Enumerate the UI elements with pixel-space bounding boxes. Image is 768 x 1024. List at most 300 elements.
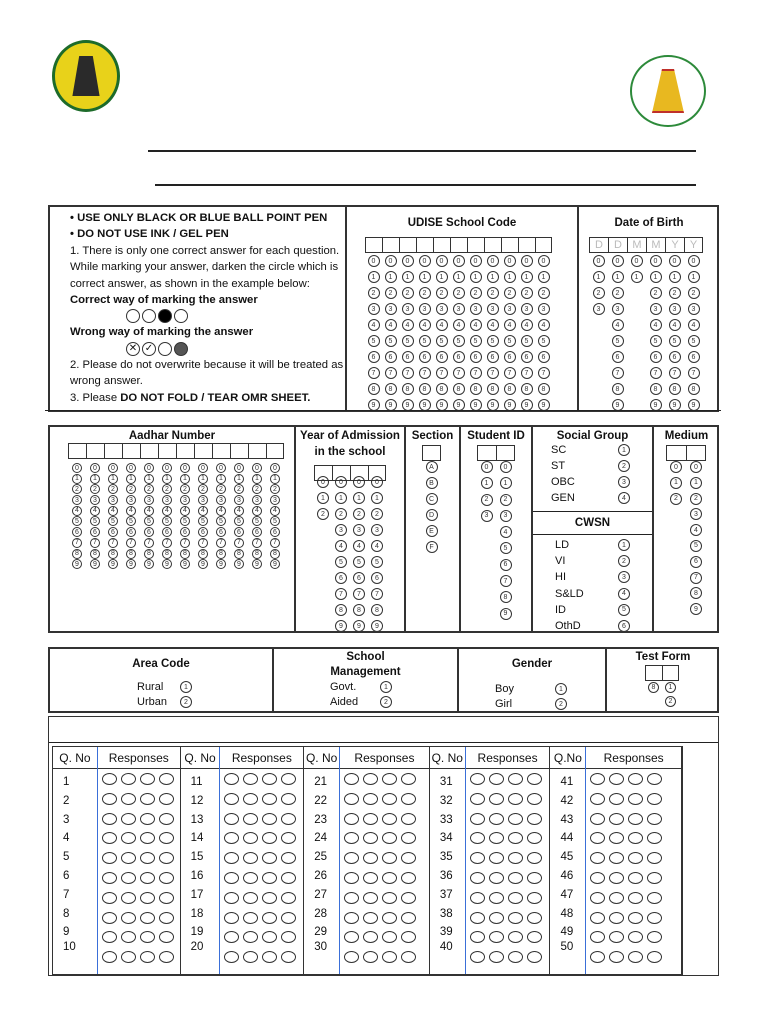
response-bubble[interactable] — [344, 931, 359, 943]
response-bubble[interactable] — [609, 852, 624, 864]
response-bubble[interactable] — [102, 912, 117, 924]
response-bubble[interactable] — [382, 852, 397, 864]
dob-bubble-7[interactable]: 7 — [688, 367, 700, 379]
udise-bubble-9[interactable]: 9 — [504, 399, 516, 411]
udise-bubble-3[interactable]: 3 — [419, 303, 431, 315]
response-bubble[interactable] — [508, 912, 523, 924]
dob-bubble-7[interactable]: 7 — [669, 367, 681, 379]
response-bubble[interactable] — [363, 852, 378, 864]
udise-bubble-0[interactable]: 0 — [487, 255, 499, 267]
response-bubble[interactable] — [102, 931, 117, 943]
aadhar-bubble-8[interactable]: 8 — [216, 549, 226, 559]
response-bubble[interactable] — [159, 773, 174, 785]
aadhar-bubble-1[interactable]: 1 — [234, 474, 244, 484]
aadhar-bubble-9[interactable]: 9 — [72, 559, 82, 569]
aadhar-bubble-5[interactable]: 5 — [270, 516, 280, 526]
response-bubble[interactable] — [590, 813, 605, 825]
response-bubble[interactable] — [159, 951, 174, 963]
year-bubble-5[interactable]: 5 — [371, 556, 383, 568]
response-bubble[interactable] — [489, 931, 504, 943]
response-bubble[interactable] — [647, 892, 662, 904]
year-bubble-5[interactable]: 5 — [353, 556, 365, 568]
udise-bubble-0[interactable]: 0 — [385, 255, 397, 267]
udise-bubble-4[interactable]: 4 — [470, 319, 482, 331]
area_code-option[interactable] — [137, 681, 192, 693]
aadhar-bubble-1[interactable]: 1 — [270, 474, 280, 484]
response-bubble[interactable] — [121, 931, 136, 943]
response-bubble[interactable] — [140, 951, 155, 963]
aadhar-entry-box[interactable] — [68, 443, 86, 459]
aadhar-bubble-7[interactable]: 7 — [216, 538, 226, 548]
response-bubble[interactable] — [243, 931, 258, 943]
response-bubble[interactable] — [102, 813, 117, 825]
student_id-bubble-5[interactable]: 5 — [500, 542, 512, 554]
udise-bubble-1[interactable]: 1 — [419, 271, 431, 283]
response-bubble[interactable] — [628, 912, 643, 924]
response-bubble[interactable] — [344, 951, 359, 963]
udise-bubble-7[interactable]: 7 — [453, 367, 465, 379]
response-bubble[interactable] — [140, 892, 155, 904]
udise-bubble-3[interactable]: 3 — [368, 303, 380, 315]
aadhar-bubble-6[interactable]: 6 — [234, 527, 244, 537]
student_id-bubble-9[interactable]: 9 — [500, 608, 512, 620]
aadhar-bubble-3[interactable]: 3 — [252, 495, 262, 505]
udise-bubble-8[interactable]: 8 — [436, 383, 448, 395]
dob-bubble-3[interactable]: 3 — [650, 303, 662, 315]
response-bubble[interactable] — [489, 773, 504, 785]
medium-bubble-7[interactable]: 7 — [690, 572, 702, 584]
aadhar-bubble-8[interactable]: 8 — [198, 549, 208, 559]
year-bubble-4[interactable]: 4 — [353, 540, 365, 552]
aadhar-bubble-8[interactable]: 8 — [90, 549, 100, 559]
udise-bubble-1[interactable]: 1 — [402, 271, 414, 283]
response-bubble[interactable] — [401, 892, 416, 904]
response-bubble[interactable] — [508, 832, 523, 844]
response-bubble[interactable] — [470, 773, 485, 785]
medium-bubble-0[interactable]: 0 — [670, 461, 682, 473]
response-bubble[interactable] — [243, 852, 258, 864]
dob-bubble-8[interactable]: 8 — [669, 383, 681, 395]
aadhar-bubble-4[interactable]: 4 — [144, 506, 154, 516]
aadhar-bubble-8[interactable]: 8 — [162, 549, 172, 559]
aadhar-bubble-1[interactable]: 1 — [126, 474, 136, 484]
aadhar-entry-box[interactable] — [86, 443, 104, 459]
aadhar-bubble-2[interactable]: 2 — [72, 484, 82, 494]
response-bubble[interactable] — [102, 832, 117, 844]
response-bubble[interactable] — [609, 912, 624, 924]
student_id-bubble-6[interactable]: 6 — [500, 559, 512, 571]
udise-bubble-8[interactable]: 8 — [521, 383, 533, 395]
response-bubble[interactable] — [140, 832, 155, 844]
aadhar-entry-box[interactable] — [104, 443, 122, 459]
aadhar-bubble-8[interactable]: 8 — [72, 549, 82, 559]
aadhar-bubble-1[interactable]: 1 — [252, 474, 262, 484]
response-bubble[interactable] — [508, 852, 523, 864]
udise-bubble-3[interactable]: 3 — [470, 303, 482, 315]
response-bubble[interactable] — [401, 773, 416, 785]
udise-bubble-7[interactable]: 7 — [385, 367, 397, 379]
aadhar-bubble-3[interactable]: 3 — [234, 495, 244, 505]
year-bubble-2[interactable]: 2 — [317, 508, 329, 520]
response-bubble[interactable] — [363, 931, 378, 943]
udise-bubble-1[interactable]: 1 — [504, 271, 516, 283]
aadhar-bubble-9[interactable]: 9 — [126, 559, 136, 569]
udise-entry-box[interactable] — [450, 237, 467, 253]
aadhar-bubble-2[interactable]: 2 — [180, 484, 190, 494]
response-bubble[interactable] — [363, 912, 378, 924]
udise-bubble-4[interactable]: 4 — [385, 319, 397, 331]
response-bubble[interactable] — [382, 892, 397, 904]
aadhar-bubble-4[interactable]: 4 — [180, 506, 190, 516]
response-bubble[interactable] — [281, 872, 296, 884]
aadhar-bubble-6[interactable]: 6 — [198, 527, 208, 537]
aadhar-bubble-3[interactable]: 3 — [180, 495, 190, 505]
dob-bubble-0[interactable]: 0 — [688, 255, 700, 267]
aadhar-bubble-1[interactable]: 1 — [180, 474, 190, 484]
aadhar-bubble-7[interactable]: 7 — [162, 538, 172, 548]
response-bubble[interactable] — [489, 912, 504, 924]
response-bubble[interactable] — [382, 832, 397, 844]
student_id-bubble-7[interactable]: 7 — [500, 575, 512, 587]
cwsn-option-bubble[interactable]: 5 — [618, 604, 630, 616]
udise-bubble-9[interactable]: 9 — [419, 399, 431, 411]
response-bubble[interactable] — [281, 832, 296, 844]
udise-bubble-7[interactable]: 7 — [538, 367, 550, 379]
response-bubble[interactable] — [382, 872, 397, 884]
aadhar-entry-box[interactable] — [230, 443, 248, 459]
response-bubble[interactable] — [382, 793, 397, 805]
response-bubble[interactable] — [243, 912, 258, 924]
section-bubble-E[interactable]: E — [426, 525, 438, 537]
year-bubble-3[interactable]: 3 — [335, 524, 347, 536]
medium-bubble-9[interactable]: 9 — [690, 603, 702, 615]
response-bubble[interactable] — [121, 852, 136, 864]
response-bubble[interactable] — [527, 931, 542, 943]
cwsn-option-bubble[interactable]: 4 — [618, 588, 630, 600]
social_group-option-bubble[interactable]: 3 — [618, 476, 630, 488]
udise-bubble-9[interactable]: 9 — [470, 399, 482, 411]
udise-bubble-5[interactable]: 5 — [402, 335, 414, 347]
response-bubble[interactable] — [281, 912, 296, 924]
year-bubble-1[interactable]: 1 — [335, 492, 347, 504]
udise-entry-box[interactable] — [416, 237, 433, 253]
aadhar-bubble-2[interactable]: 2 — [90, 484, 100, 494]
dob-bubble-9[interactable]: 9 — [650, 399, 662, 411]
response-bubble[interactable] — [224, 892, 239, 904]
aadhar-bubble-8[interactable]: 8 — [252, 549, 262, 559]
year-bubble-7[interactable]: 7 — [353, 588, 365, 600]
udise-bubble-5[interactable]: 5 — [504, 335, 516, 347]
aadhar-bubble-3[interactable]: 3 — [144, 495, 154, 505]
aadhar-bubble-3[interactable]: 3 — [126, 495, 136, 505]
udise-bubble-6[interactable]: 6 — [436, 351, 448, 363]
response-bubble[interactable] — [224, 951, 239, 963]
aadhar-bubble-2[interactable]: 2 — [252, 484, 262, 494]
response-bubble[interactable] — [527, 951, 542, 963]
response-bubble[interactable] — [382, 951, 397, 963]
udise-bubble-8[interactable]: 8 — [419, 383, 431, 395]
student_id-entry-box[interactable] — [496, 445, 515, 461]
aadhar-bubble-8[interactable]: 8 — [270, 549, 280, 559]
udise-bubble-8[interactable]: 8 — [504, 383, 516, 395]
student_id-bubble-4[interactable]: 4 — [500, 526, 512, 538]
aadhar-bubble-5[interactable]: 5 — [162, 516, 172, 526]
student_id-entry-box[interactable] — [477, 445, 496, 461]
area_code-option-bubble[interactable]: 1 — [180, 681, 192, 693]
response-bubble[interactable] — [159, 793, 174, 805]
response-bubble[interactable] — [121, 832, 136, 844]
response-bubble[interactable] — [489, 951, 504, 963]
udise-bubble-9[interactable]: 9 — [521, 399, 533, 411]
response-bubble[interactable] — [243, 813, 258, 825]
response-bubble[interactable] — [262, 912, 277, 924]
aadhar-bubble-0[interactable]: 0 — [72, 463, 82, 473]
response-bubble[interactable] — [508, 892, 523, 904]
aadhar-bubble-3[interactable]: 3 — [270, 495, 280, 505]
response-bubble[interactable] — [262, 931, 277, 943]
response-bubble[interactable] — [609, 872, 624, 884]
aadhar-bubble-3[interactable]: 3 — [162, 495, 172, 505]
udise-bubble-1[interactable]: 1 — [368, 271, 380, 283]
dob-bubble-4[interactable]: 4 — [612, 319, 624, 331]
udise-bubble-3[interactable]: 3 — [504, 303, 516, 315]
aadhar-bubble-1[interactable]: 1 — [198, 474, 208, 484]
response-bubble[interactable] — [508, 951, 523, 963]
udise-bubble-0[interactable]: 0 — [538, 255, 550, 267]
response-bubble[interactable] — [344, 852, 359, 864]
aadhar-bubble-0[interactable]: 0 — [144, 463, 154, 473]
aadhar-bubble-0[interactable]: 0 — [126, 463, 136, 473]
aadhar-entry-box[interactable] — [248, 443, 266, 459]
medium-bubble-6[interactable]: 6 — [690, 556, 702, 568]
aadhar-bubble-0[interactable]: 0 — [234, 463, 244, 473]
response-bubble[interactable] — [243, 832, 258, 844]
udise-entry-box[interactable] — [382, 237, 399, 253]
response-bubble[interactable] — [590, 872, 605, 884]
dob-bubble-3[interactable]: 3 — [593, 303, 605, 315]
aadhar-bubble-4[interactable]: 4 — [198, 506, 208, 516]
school_management-option[interactable] — [330, 681, 392, 693]
aadhar-bubble-8[interactable]: 8 — [108, 549, 118, 559]
udise-bubble-0[interactable]: 0 — [368, 255, 380, 267]
response-bubble[interactable] — [102, 793, 117, 805]
medium-bubble-1[interactable]: 1 — [690, 477, 702, 489]
udise-bubble-1[interactable]: 1 — [385, 271, 397, 283]
aadhar-bubble-9[interactable]: 9 — [252, 559, 262, 569]
dob-bubble-0[interactable]: 0 — [650, 255, 662, 267]
aadhar-bubble-4[interactable]: 4 — [108, 506, 118, 516]
udise-bubble-8[interactable]: 8 — [385, 383, 397, 395]
response-bubble[interactable] — [140, 852, 155, 864]
response-bubble[interactable] — [243, 793, 258, 805]
year-bubble-0[interactable]: 0 — [371, 476, 383, 488]
dob-bubble-1[interactable]: 1 — [631, 271, 643, 283]
response-bubble[interactable] — [401, 852, 416, 864]
response-bubble[interactable] — [121, 951, 136, 963]
aadhar-bubble-9[interactable]: 9 — [108, 559, 118, 569]
udise-bubble-0[interactable]: 0 — [504, 255, 516, 267]
aadhar-entry-box[interactable] — [266, 443, 284, 459]
year-bubble-1[interactable]: 1 — [371, 492, 383, 504]
udise-bubble-5[interactable]: 5 — [470, 335, 482, 347]
response-bubble[interactable] — [470, 793, 485, 805]
response-bubble[interactable] — [508, 773, 523, 785]
aadhar-bubble-5[interactable]: 5 — [72, 516, 82, 526]
response-bubble[interactable] — [281, 773, 296, 785]
aadhar-bubble-4[interactable]: 4 — [90, 506, 100, 516]
dob-bubble-6[interactable]: 6 — [688, 351, 700, 363]
dob-bubble-3[interactable]: 3 — [612, 303, 624, 315]
aadhar-bubble-2[interactable]: 2 — [270, 484, 280, 494]
dob-entry-box[interactable]: M — [646, 237, 665, 253]
udise-bubble-7[interactable]: 7 — [504, 367, 516, 379]
aadhar-bubble-7[interactable]: 7 — [144, 538, 154, 548]
udise-bubble-2[interactable]: 2 — [385, 287, 397, 299]
response-bubble[interactable] — [262, 773, 277, 785]
response-bubble[interactable] — [224, 912, 239, 924]
aadhar-bubble-7[interactable]: 7 — [180, 538, 190, 548]
medium-entry-box[interactable] — [686, 445, 706, 461]
udise-bubble-9[interactable]: 9 — [402, 399, 414, 411]
aadhar-bubble-0[interactable]: 0 — [90, 463, 100, 473]
response-bubble[interactable] — [363, 872, 378, 884]
aadhar-bubble-3[interactable]: 3 — [90, 495, 100, 505]
aadhar-bubble-9[interactable]: 9 — [198, 559, 208, 569]
response-bubble[interactable] — [281, 892, 296, 904]
udise-bubble-9[interactable]: 9 — [453, 399, 465, 411]
response-bubble[interactable] — [281, 931, 296, 943]
response-bubble[interactable] — [382, 773, 397, 785]
gender-option-bubble[interactable]: 2 — [555, 698, 567, 710]
udise-bubble-5[interactable]: 5 — [521, 335, 533, 347]
aadhar-bubble-7[interactable]: 7 — [126, 538, 136, 548]
aadhar-bubble-6[interactable]: 6 — [270, 527, 280, 537]
dob-bubble-0[interactable]: 0 — [612, 255, 624, 267]
response-bubble[interactable] — [647, 872, 662, 884]
medium-bubble-8[interactable]: 8 — [690, 587, 702, 599]
udise-bubble-8[interactable]: 8 — [470, 383, 482, 395]
medium-bubble-2[interactable]: 2 — [690, 493, 702, 505]
year-bubble-3[interactable]: 3 — [371, 524, 383, 536]
udise-entry-box[interactable] — [467, 237, 484, 253]
dob-bubble-4[interactable]: 4 — [688, 319, 700, 331]
response-bubble[interactable] — [344, 832, 359, 844]
cwsn-option[interactable] — [555, 571, 630, 583]
response-bubble[interactable] — [647, 951, 662, 963]
response-bubble[interactable] — [102, 872, 117, 884]
dob-bubble-7[interactable]: 7 — [612, 367, 624, 379]
dob-bubble-3[interactable]: 3 — [688, 303, 700, 315]
social_group-option-bubble[interactable]: 2 — [618, 460, 630, 472]
social_group-option[interactable] — [551, 492, 630, 504]
dob-bubble-7[interactable]: 7 — [650, 367, 662, 379]
udise-bubble-6[interactable]: 6 — [453, 351, 465, 363]
response-bubble[interactable] — [344, 773, 359, 785]
aadhar-bubble-6[interactable]: 6 — [108, 527, 118, 537]
aadhar-bubble-9[interactable]: 9 — [216, 559, 226, 569]
udise-bubble-6[interactable]: 6 — [402, 351, 414, 363]
aadhar-bubble-5[interactable]: 5 — [90, 516, 100, 526]
response-bubble[interactable] — [159, 912, 174, 924]
response-bubble[interactable] — [243, 951, 258, 963]
udise-bubble-0[interactable]: 0 — [436, 255, 448, 267]
udise-bubble-7[interactable]: 7 — [368, 367, 380, 379]
response-bubble[interactable] — [527, 892, 542, 904]
section-bubble-A[interactable]: A — [426, 461, 438, 473]
udise-bubble-8[interactable]: 8 — [368, 383, 380, 395]
dob-bubble-5[interactable]: 5 — [688, 335, 700, 347]
dob-bubble-4[interactable]: 4 — [650, 319, 662, 331]
aadhar-bubble-2[interactable]: 2 — [162, 484, 172, 494]
test_form-bubble-8[interactable]: 8 — [648, 682, 659, 693]
response-bubble[interactable] — [140, 813, 155, 825]
aadhar-bubble-0[interactable]: 0 — [270, 463, 280, 473]
dob-bubble-5[interactable]: 5 — [650, 335, 662, 347]
udise-bubble-5[interactable]: 5 — [385, 335, 397, 347]
response-bubble[interactable] — [262, 852, 277, 864]
medium-bubble-1[interactable]: 1 — [670, 477, 682, 489]
aadhar-bubble-6[interactable]: 6 — [252, 527, 262, 537]
gender-option[interactable] — [495, 698, 567, 710]
dob-bubble-0[interactable]: 0 — [631, 255, 643, 267]
medium-bubble-0[interactable]: 0 — [690, 461, 702, 473]
response-bubble[interactable] — [140, 872, 155, 884]
response-bubble[interactable] — [647, 793, 662, 805]
cwsn-option[interactable] — [555, 588, 630, 600]
dob-bubble-8[interactable]: 8 — [612, 383, 624, 395]
aadhar-bubble-4[interactable]: 4 — [252, 506, 262, 516]
udise-bubble-3[interactable]: 3 — [453, 303, 465, 315]
aadhar-bubble-9[interactable]: 9 — [144, 559, 154, 569]
dob-bubble-2[interactable]: 2 — [612, 287, 624, 299]
response-bubble[interactable] — [363, 951, 378, 963]
year-bubble-2[interactable]: 2 — [335, 508, 347, 520]
udise-bubble-0[interactable]: 0 — [402, 255, 414, 267]
response-bubble[interactable] — [159, 892, 174, 904]
dob-bubble-6[interactable]: 6 — [650, 351, 662, 363]
aadhar-bubble-5[interactable]: 5 — [234, 516, 244, 526]
udise-bubble-4[interactable]: 4 — [453, 319, 465, 331]
cwsn-option-bubble[interactable]: 1 — [618, 539, 630, 551]
udise-bubble-2[interactable]: 2 — [436, 287, 448, 299]
response-bubble[interactable] — [121, 773, 136, 785]
cwsn-option[interactable] — [555, 539, 630, 551]
test_form-bubble-1[interactable]: 1 — [665, 682, 676, 693]
udise-entry-box[interactable] — [501, 237, 518, 253]
social_group-option[interactable] — [551, 460, 630, 472]
response-bubble[interactable] — [401, 832, 416, 844]
medium-bubble-5[interactable]: 5 — [690, 540, 702, 552]
student_id-bubble-8[interactable]: 8 — [500, 591, 512, 603]
response-bubble[interactable] — [508, 813, 523, 825]
cwsn-option-bubble[interactable]: 6 — [618, 620, 630, 632]
udise-bubble-7[interactable]: 7 — [487, 367, 499, 379]
dob-entry-box[interactable]: M — [627, 237, 646, 253]
response-bubble[interactable] — [628, 813, 643, 825]
response-bubble[interactable] — [262, 892, 277, 904]
response-bubble[interactable] — [590, 773, 605, 785]
gender-option-bubble[interactable]: 1 — [555, 683, 567, 695]
response-bubble[interactable] — [224, 872, 239, 884]
dob-bubble-4[interactable]: 4 — [669, 319, 681, 331]
response-bubble[interactable] — [281, 852, 296, 864]
year-bubble-9[interactable]: 9 — [353, 620, 365, 632]
udise-bubble-2[interactable]: 2 — [402, 287, 414, 299]
response-bubble[interactable] — [628, 931, 643, 943]
section-bubble-C[interactable]: C — [426, 493, 438, 505]
year-bubble-6[interactable]: 6 — [371, 572, 383, 584]
year-bubble-9[interactable]: 9 — [371, 620, 383, 632]
